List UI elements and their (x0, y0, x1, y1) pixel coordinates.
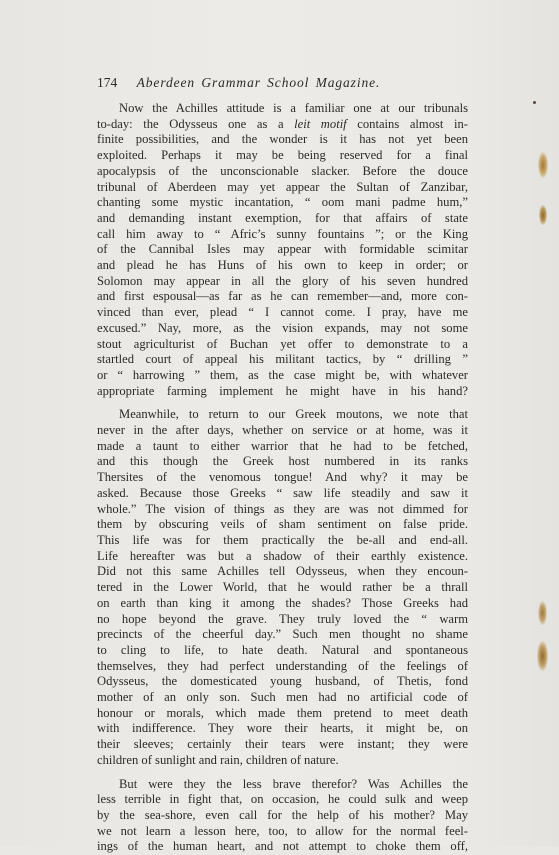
text-line: Did not this same Achilles tell Odysseus, when they encoun- (97, 564, 468, 579)
paragraph-3 (97, 777, 468, 855)
text-line: precincts of the cheerful day.” Such men thought no shame (97, 627, 468, 642)
text-line: But were they the less brave therefor? Was Achilles the (119, 776, 468, 791)
text-line: tered in the Lower World, that he would rather be a thrall (97, 580, 468, 595)
paragraph-1 (97, 101, 468, 399)
text-line: less terrible in fight that, on occasion, he could sulk and weep (97, 792, 468, 807)
text-line: tribunal of Aberdeen may yet appear the Sultan of Zanzibar, (97, 179, 468, 194)
text-line: children of sunlight and rain, children of nature. (97, 752, 339, 767)
page-stain-4 (537, 641, 548, 671)
text-line: honour or morals, which made them pretend to meet death (97, 705, 468, 720)
text-line: them by obscuring veils of sham sentiment on false pride. (97, 517, 468, 532)
page-stain-3 (538, 601, 547, 625)
text-line: This life was for them practically the be-all and end-all. (97, 532, 468, 547)
text-line: ings of the human heart, and not attempt to choke them off, (97, 839, 468, 854)
text-line: their sleeves; certainly their tears were instant; they were (97, 737, 468, 752)
text-line: appropriate farming implement he might have in his hand? (97, 383, 468, 398)
text-line: we not learn a lesson here, too, to allow for the normal feel- (97, 823, 468, 838)
text-line: and first espousal—as far as he can remember—and, more con- (97, 289, 468, 304)
text-line: no hope beyond the grave. They truly loved the “ warm (97, 611, 468, 626)
page-stain-2 (539, 205, 547, 225)
text-line: finite possibilities, and the wonder is it has not yet been (97, 132, 468, 147)
text-line: by the sea-shore, even call for the help of his mother? May (97, 807, 468, 822)
text-line: apocalypsis of the unconscionable slacker. Before the douce (97, 163, 468, 178)
text-line: never in the after days, whether on service or at home, was it (97, 423, 468, 438)
text-line: on earth than king it among the shades? Those Greeks had (97, 595, 468, 610)
text-line: call him away to “ Afric’s sunny fountains ”; or the King (97, 226, 468, 241)
text-line: excused.” Nay, more, as the vision expands, may not some (97, 320, 468, 335)
text-line: to cling to life, to hate death. Natural and spontaneous (97, 642, 468, 657)
text-line: vinced than ever, plead “ I cannot come. I pray, have me (97, 305, 468, 320)
page-header (97, 74, 477, 92)
text-span: contains almost in- (346, 116, 468, 131)
text-line: Meanwhile, to return to our Greek moutons, we note that (119, 407, 468, 422)
text-line: whole.” The vision of things as they are was not dimmed for (97, 501, 468, 516)
text-line: Thersites of the venomous tongue! And why? it may be (97, 470, 468, 485)
text-line: chanting some mystic incantation, “ oom mani padme hum,” (97, 195, 468, 210)
text-line: and this though the Greek host numbered in its ranks (97, 454, 468, 469)
text-line: asked. Because those Greeks “ saw life steadily and saw it (97, 485, 468, 500)
text-line: with indifference. They wore their hearts, it might be, on (97, 721, 468, 736)
page-stain-1 (538, 152, 548, 178)
text-line: of the Cannibal Isles may appear with formidable scimitar (97, 242, 468, 257)
page-number: 174 (97, 75, 118, 90)
emphasis-leit-motif: leit motif (294, 116, 347, 131)
text-line: Life hereafter was but a shadow of their earthly existence. (97, 548, 468, 563)
text-line: Solomon may appear in all the glory of his seven hundred (97, 273, 468, 288)
text-line: exploited. Perhaps it may be being reserved for a final (97, 148, 468, 163)
text-line: mother of an only son. Such men had no artificial code of (97, 690, 468, 705)
text-line: Now the Achilles attitude is a familiar one at our tribunals (119, 101, 468, 115)
text-line: or “ harrowing ” them, as the case might be, with whatever (97, 367, 468, 382)
text-line: themselves, they had perfect understanding of the feelings of (97, 658, 468, 673)
page-speck (533, 101, 536, 104)
text-line: and demanding instant exemption, for that affairs of state (97, 210, 468, 225)
text-line: made a taunt to either warrior that he had to be fetched, (97, 438, 468, 453)
running-title: Aberdeen Grammar School Magazine. (136, 75, 381, 90)
text-line: stout agriculturist of Buchan yet offer to demonstrate to a (97, 336, 468, 351)
text-line: startled court of appeal his militant tactics, by “ drilling ” (97, 352, 468, 367)
article-body (97, 101, 468, 855)
text-span: to-day: the Odysseus one as a (97, 116, 295, 131)
text-line: and plead he has Huns of his own to keep in order; or (97, 258, 468, 273)
text-line: Odysseus, the domesticated young husband, of Thetis, fond (97, 674, 468, 689)
text-line (97, 117, 468, 133)
paragraph-2 (97, 407, 468, 768)
